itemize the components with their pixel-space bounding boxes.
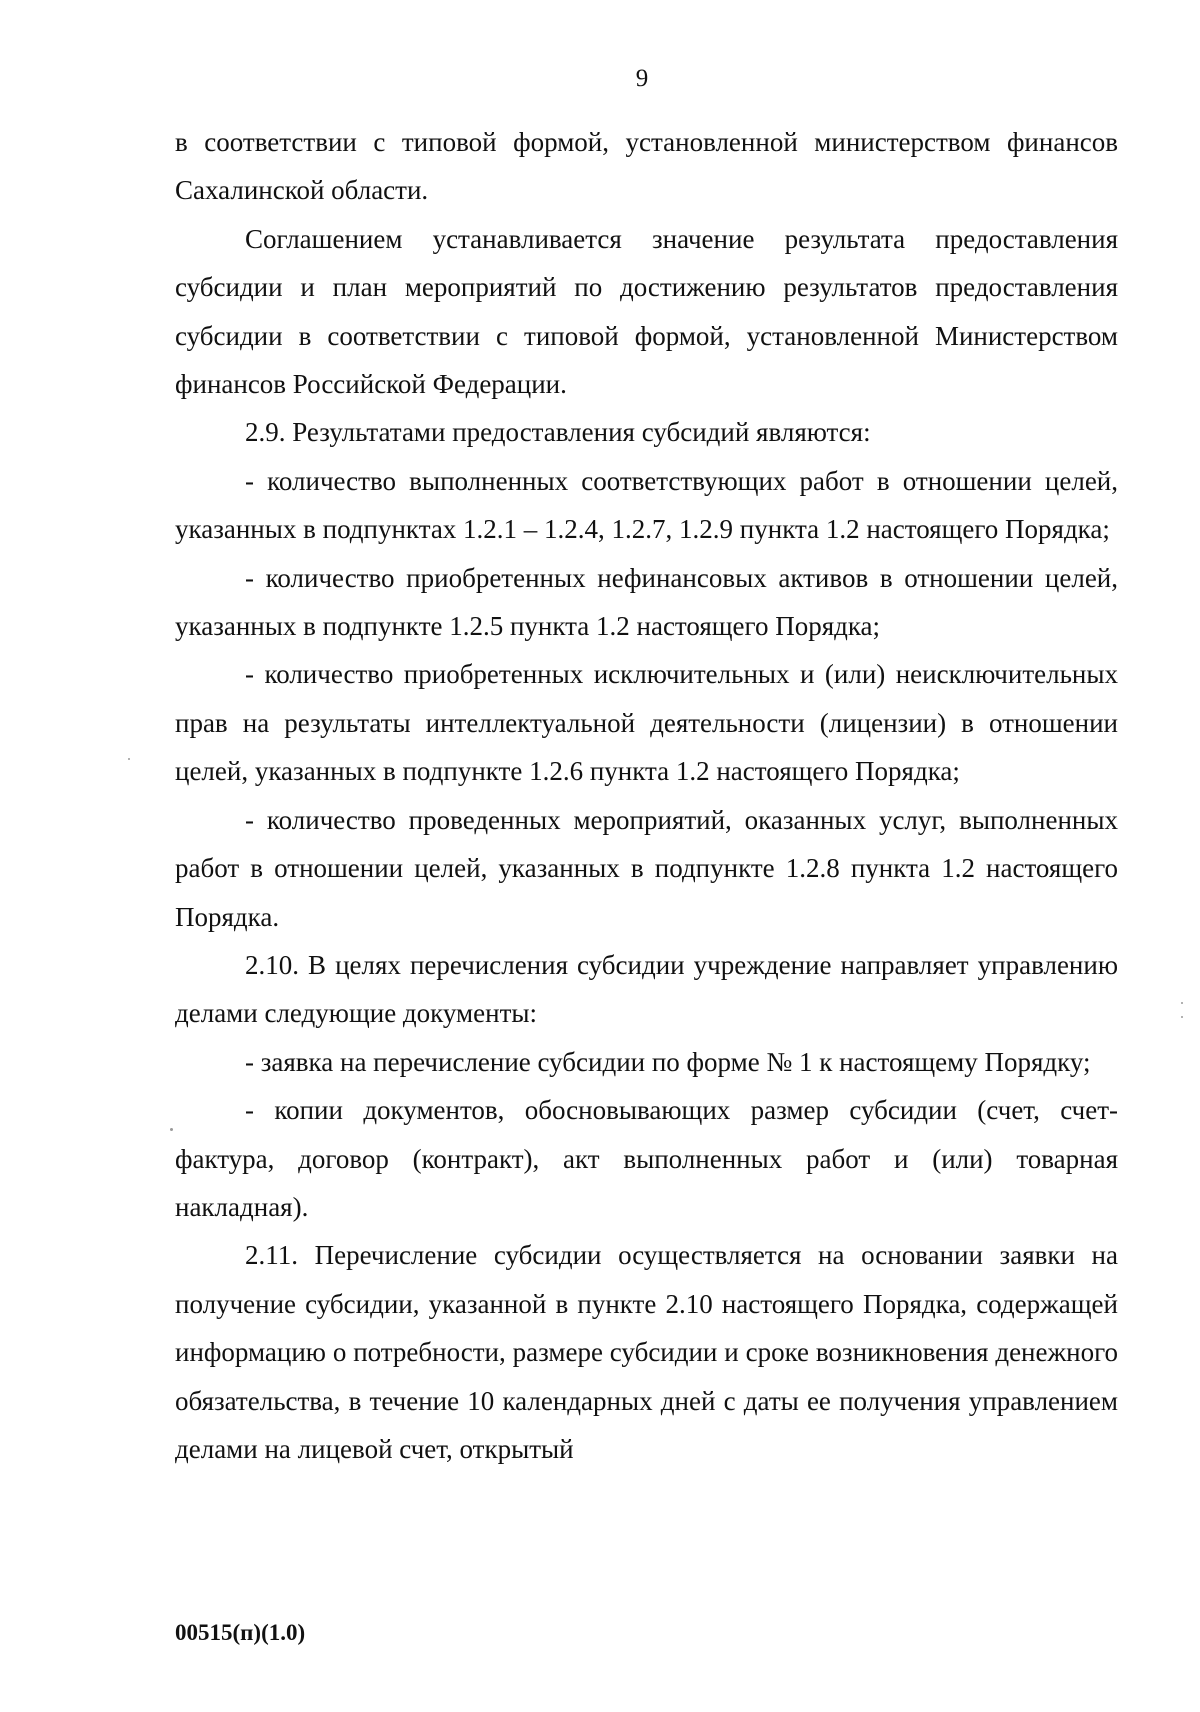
scan-speck	[170, 1128, 173, 1131]
list-item-copies: - копии документов, обосновывающих размер субсидии (счет, счет-фактура, договор (контракт), акт выполненных работ и (или) товарная накладная).	[175, 1095, 1118, 1222]
scan-speck	[128, 758, 130, 760]
paragraph-2-11: 2.11. Перечисление субсидии осуществляется на основании заявки на получение субсидии, указанной в пункте 2.10 настоящего Порядка, содержащей информацию о потребности, размере субсидии и сроке возникновения денежного обязательства, в течение 10 календарных дней с даты ее получения управлением делами на лицевой счет, открытый	[175, 1240, 1118, 1464]
paragraph-continuation: в соответствии с типовой формой, установленной министерством финансов Сахалинской области.	[175, 127, 1118, 206]
paragraph-agreement: Соглашением устанавливается значение результата предоставления субсидии и план мероприятий по достижению результатов предоставления субсидии в соответствии с типовой формой, установленной Министерством финансов Российской Федерации.	[175, 223, 1118, 400]
list-item-events: - количество проведенных мероприятий, оказанных услуг, выполненных работ в отношении целей, указанных в подпункте 1.2.8 пункта 1.2 настоящего Порядка.	[175, 804, 1118, 932]
document-code: 00515(п)(1.0)	[175, 1620, 306, 1645]
list-item-application: - заявка на перечисление субсидии по форме № 1 к настоящему Порядку;	[245, 1046, 1091, 1077]
scan-speck	[1181, 1002, 1183, 1004]
scan-speck	[1181, 1016, 1183, 1018]
list-item-rights: - количество приобретенных исключительных и (или) неисключительных прав на результаты интеллектуальной деятельности (лицензии) в отношении целей, указанных в подпункте 1.2.6 пункта 1.2 настоящего Порядка;	[175, 659, 1118, 787]
list-item-assets: - количество приобретенных нефинансовых активов в отношении целей, указанных в подпункте 1.2.5 пункта 1.2 настоящего Порядка;	[175, 562, 1118, 642]
document-body	[175, 118, 1118, 1473]
paragraph-2-9-heading: 2.9. Результатами предоставления субсидий являются:	[245, 417, 871, 448]
list-item-works: - количество выполненных соответствующих работ в отношении целей, указанных в подпунктах 1.2.1 – 1.2.4, 1.2.7, 1.2.9 пункта 1.2 настоящего Порядка;	[175, 465, 1118, 545]
paragraph-2-10: 2.10. В целях перечисления субсидии учреждение направляет управлению делами следующие документы:	[175, 949, 1118, 1029]
page-number: 9	[635, 65, 649, 92]
